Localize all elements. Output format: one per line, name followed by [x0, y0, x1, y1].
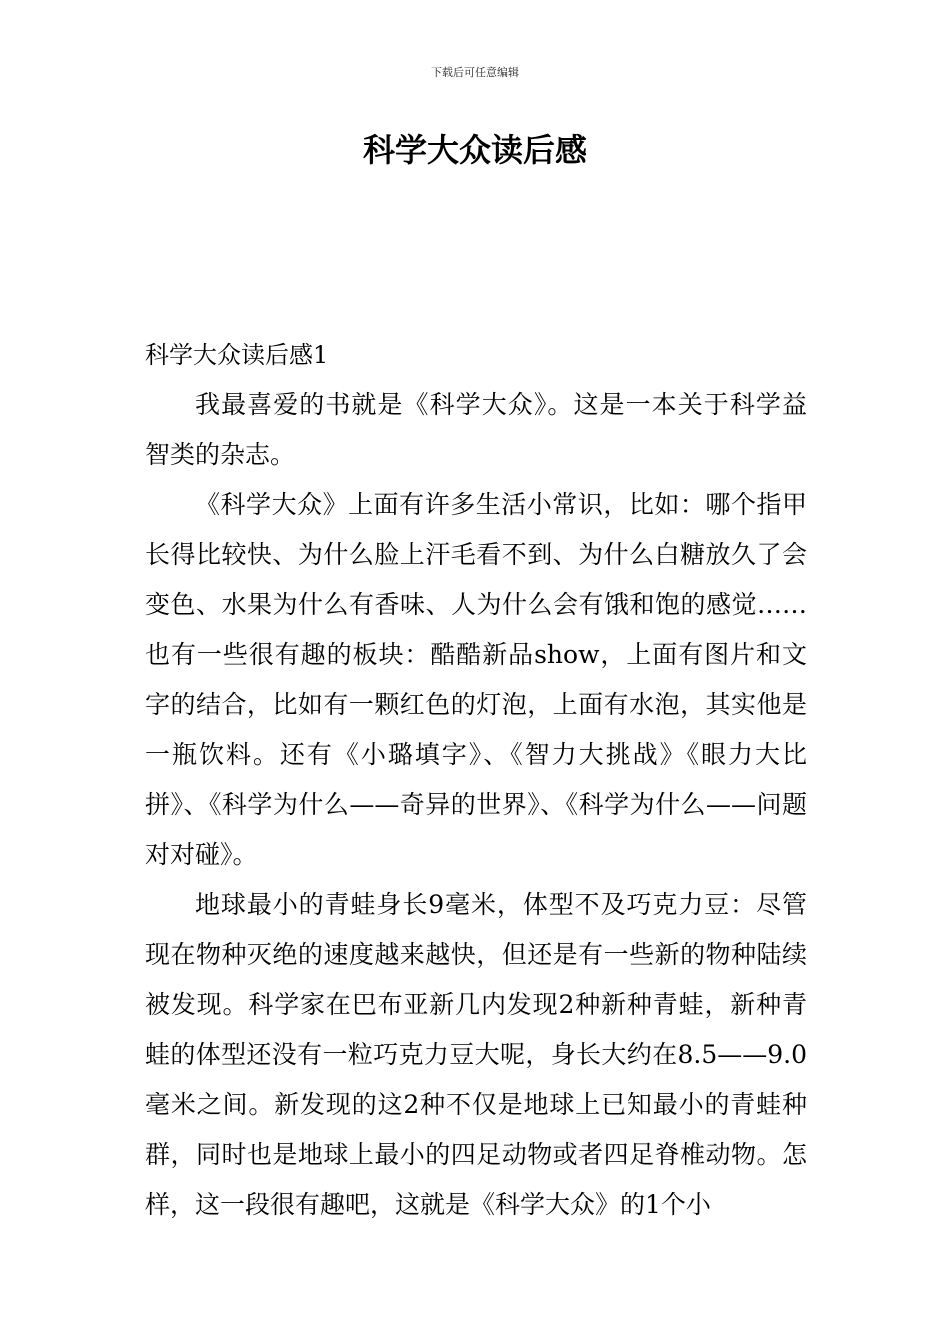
header-note: 下载后可任意编辑 — [431, 66, 519, 79]
paragraph-3: 地球最小的青蛙身长9毫米，体型不及巧克力豆：尽管现在物种灭绝的速度越来越快，但还是有一些新的物种陆续被发现。科学家在巴布亚新几内发现2种新种青蛙，新种青蛙的体型还没有一粒巧克力豆大呢，身长大约在8.5——9.0毫米之间。新发现的这2种不仅是地球上已知最小的青蛙种群，同时也是地球上最小的四足动物或者四足脊椎动物。怎样，这一段很有趣吧，这就是《科学大众》的1个小 — [145, 890, 807, 1219]
paragraph-2: 《科学大众》上面有许多生活小常识，比如：哪个指甲长得比较快、为什么脸上汗毛看不到、为什么白糖放久了会变色、水果为什么有香味、人为什么会有饿和饱的感觉……也有一些很有趣的板块：酷酷新品show，上面有图片和文字的结合，比如有一颗红色的灯泡，上面有水泡，其实他是一瓶饮料。还有《小璐填字》、《智力大挑战》《眼力大比拼》、《科学为什么——奇异的世界》、《科学为什么——问题对对碰》。 — [145, 490, 807, 869]
paragraph-1: 我最喜爱的书就是《科学大众》。这是一本关于科学益智类的杂志。 — [145, 390, 807, 469]
document-body — [145, 330, 807, 1230]
document-title: 科学大众读后感 — [362, 131, 587, 169]
section-heading: 科学大众读后感1 — [145, 341, 329, 369]
